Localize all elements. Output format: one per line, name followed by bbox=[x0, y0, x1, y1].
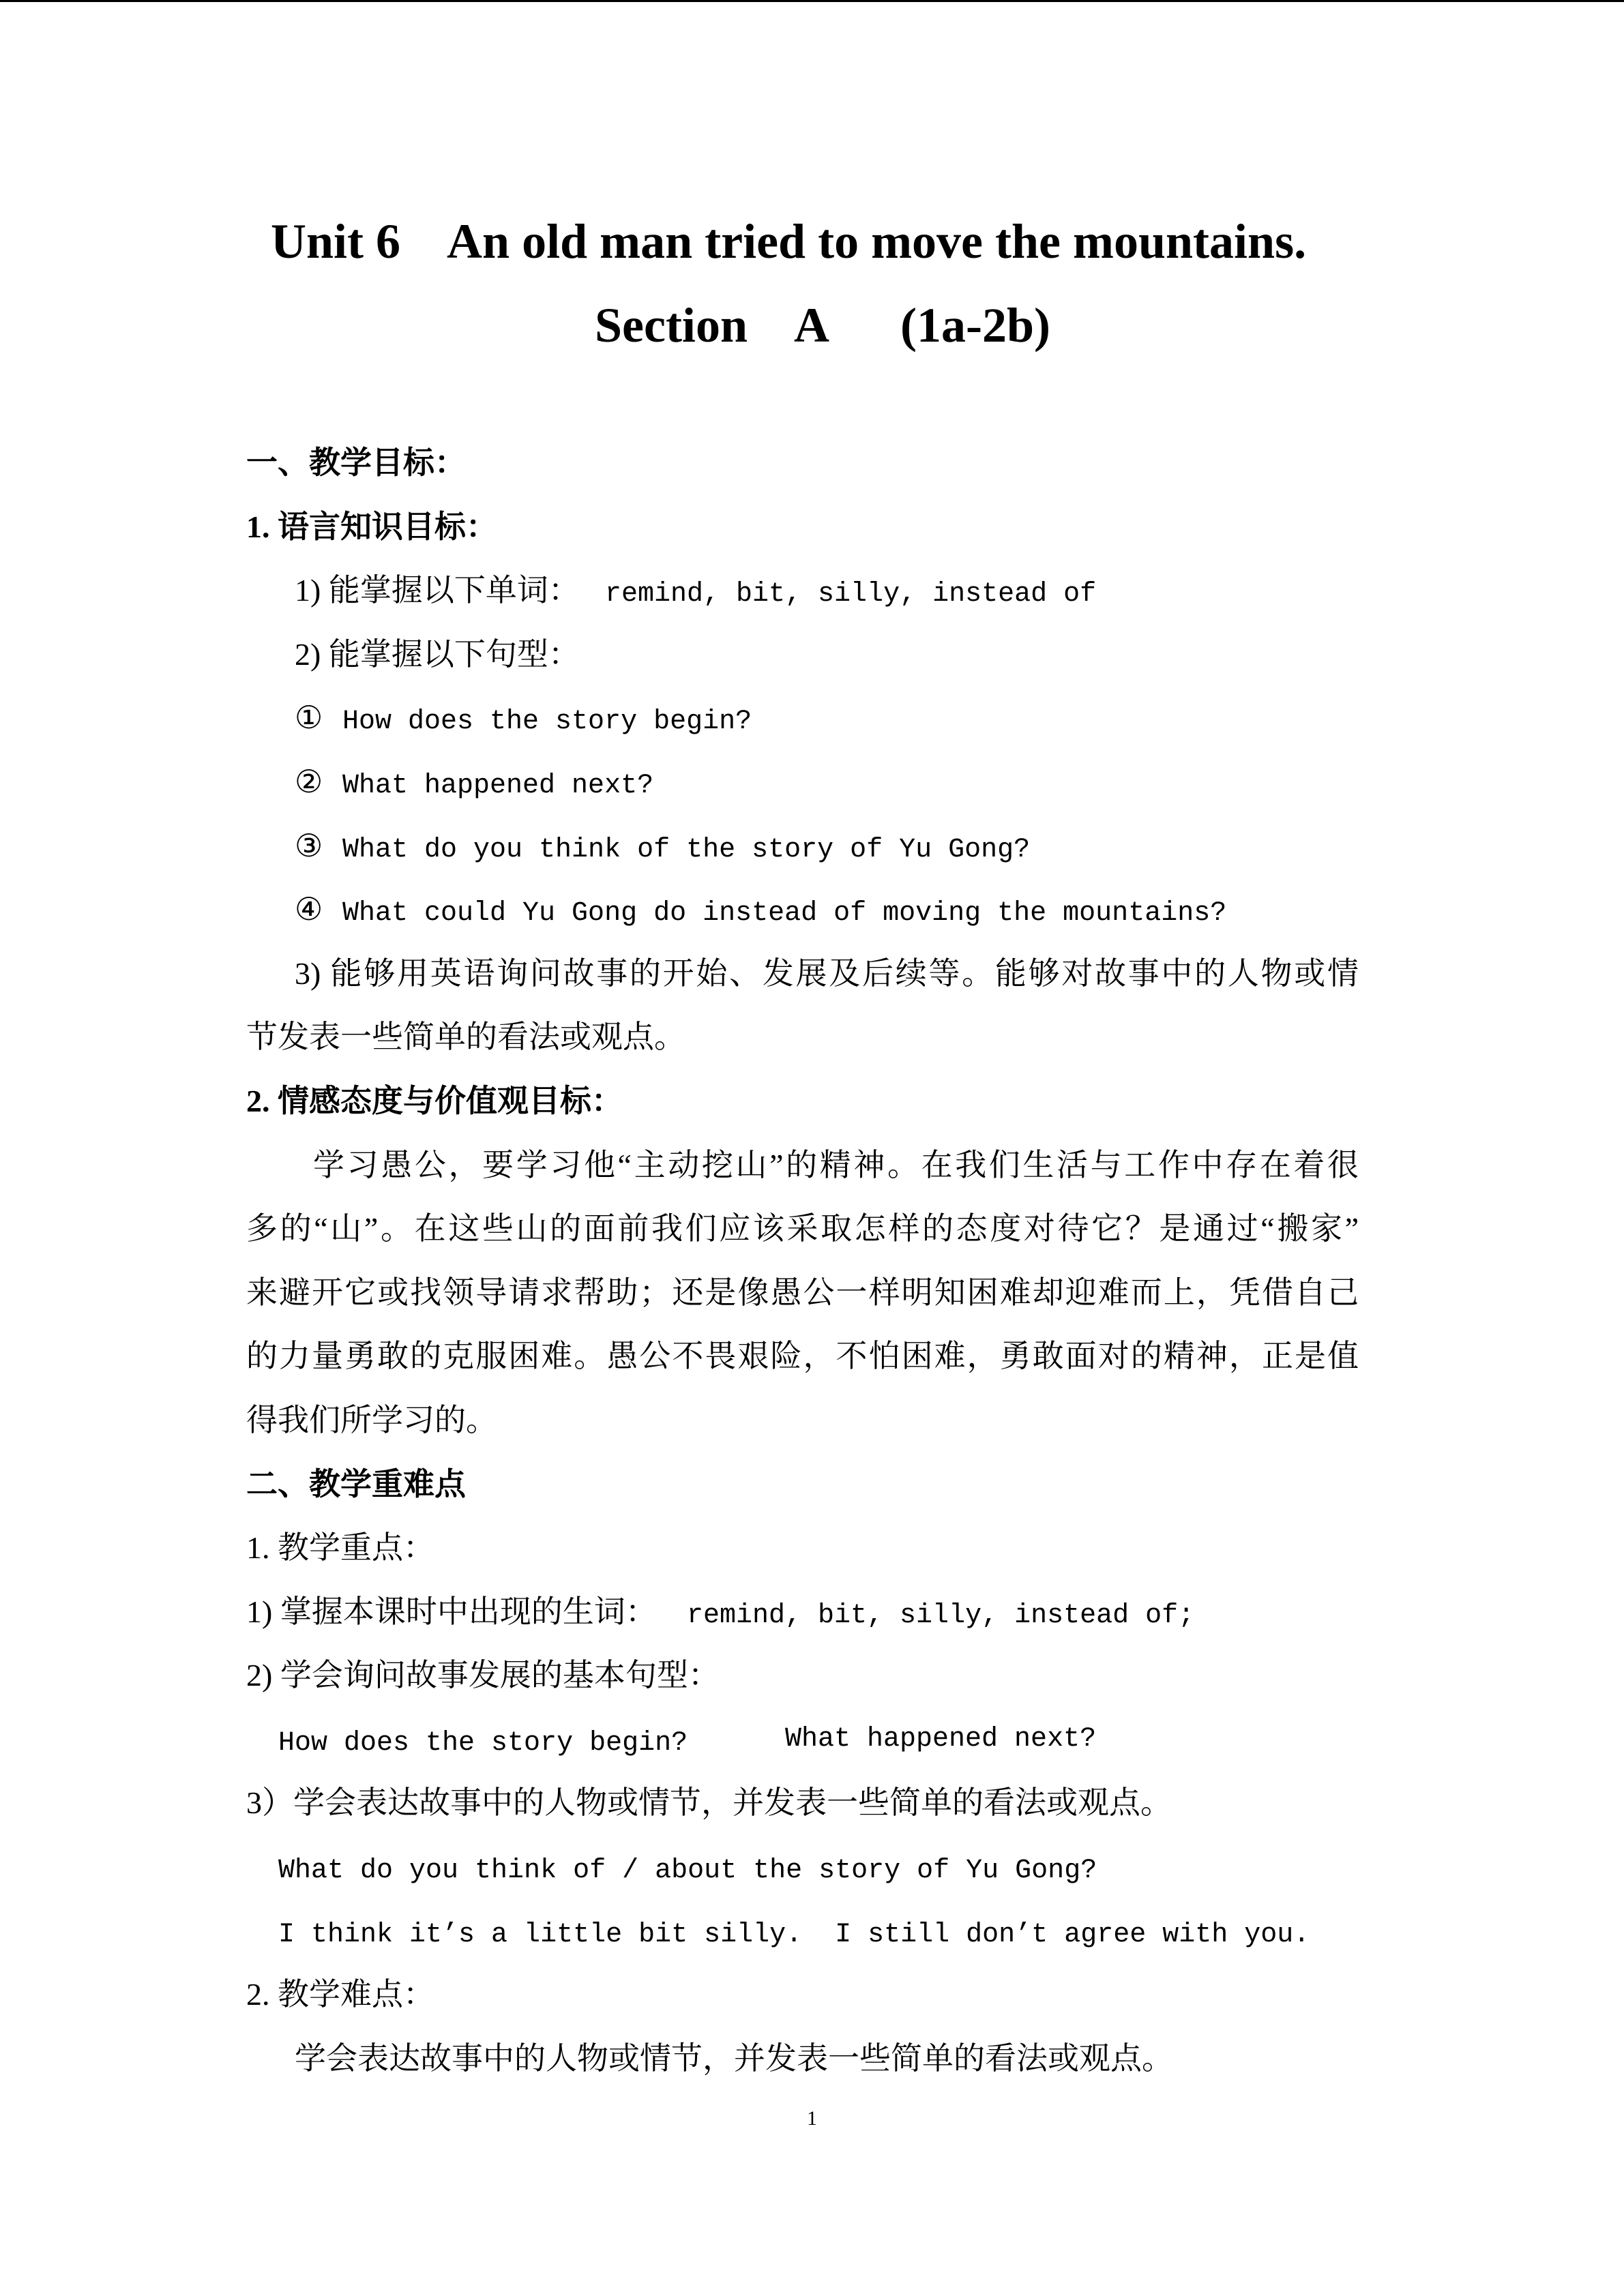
sentence-pattern-item bbox=[0, 750, 1359, 814]
section-heading-key-points: 二、教学重难点 bbox=[246, 1466, 466, 1502]
ability-goal-line: 3) 能够用英语询问故事的开始、发展及后续等。能够对故事中的人物或情 bbox=[295, 955, 1359, 991]
emotion-paragraph-line: 多的“山”。在这些山的面前我们应该采取怎样的态度对待它？是通过“搬家” bbox=[246, 1211, 1359, 1247]
item-text: What could Yu Gong do instead of moving the mountains? bbox=[342, 898, 1227, 929]
sentence-pattern-item bbox=[0, 814, 1359, 878]
item-text: What do you think of the story of Yu Gong? bbox=[342, 834, 1031, 865]
emotion-paragraph-line: 得我们所学习的。 bbox=[246, 1402, 497, 1437]
opinion-answer: I think it’s a little bit silly. I still don’t agree with you. bbox=[278, 1919, 1310, 1950]
ability-goal-line: 节发表一些简单的看法或观点。 bbox=[246, 1019, 685, 1055]
focus-vocab-words: remind, bit, silly, instead of; bbox=[687, 1600, 1195, 1631]
page-top-border bbox=[0, 0, 1624, 2]
emotion-paragraph-line: 来避开它或找领导请求帮助；还是像愚公一样明知困难却迎难而上，凭借自己 bbox=[246, 1274, 1359, 1310]
focus-vocab-line bbox=[0, 1580, 1359, 1644]
document-subtitle: Section A (1a-2b) bbox=[595, 298, 1051, 353]
emotion-paragraph-line: 学习愚公，要学习他“主动挖山”的精神。在我们生活与工作中存在着很 bbox=[313, 1147, 1359, 1182]
sentence-pattern-item bbox=[0, 686, 1359, 750]
document-title: Unit 6 An old man tried to move the mountains. bbox=[271, 214, 1307, 269]
sentence-pattern-item bbox=[0, 878, 1359, 942]
item-number: ③ bbox=[295, 828, 323, 863]
vocab-label: 1) 能掌握以下单词： bbox=[295, 573, 580, 608]
subheading-focus: 1. 教学重点： bbox=[246, 1530, 434, 1566]
vocab-words: remind, bit, silly, instead of bbox=[605, 579, 1097, 610]
vocab-line bbox=[0, 558, 1359, 623]
document-body bbox=[0, 431, 1624, 2090]
item-number: ② bbox=[295, 764, 323, 799]
emotion-paragraph-line: 的力量勇敢的克服困难。愚公不畏艰险，不怕困难，勇敢面对的精神，正是值 bbox=[246, 1339, 1359, 1374]
question-begin: How does the story begin? bbox=[278, 1727, 688, 1759]
opinion-question-line bbox=[0, 1835, 1359, 1899]
focus-questions-line bbox=[0, 1708, 1359, 1772]
focus-vocab-label: 1) 掌握本课时中出现的生词： bbox=[246, 1594, 657, 1629]
section-heading-objectives: 一、教学目标： bbox=[246, 445, 466, 480]
difficulty-text: 学会表达故事中的人物或情节，并发表一些简单的看法或观点。 bbox=[295, 2040, 1173, 2076]
subheading-emotion-goals: 2. 情感态度与价值观目标： bbox=[246, 1083, 623, 1118]
subheading-language-goals: 1. 语言知识目标： bbox=[246, 509, 497, 544]
focus-opinion-label: 3）学会表达故事中的人物或情节，并发表一些简单的看法或观点。 bbox=[246, 1785, 1172, 1821]
item-number: ① bbox=[295, 700, 323, 736]
opinion-question: What do you think of / about the story of Yu Gong? bbox=[278, 1855, 1097, 1887]
opinion-answer-line bbox=[0, 1899, 1359, 1963]
item-text: What happened next? bbox=[342, 770, 654, 801]
focus-questions-label: 2) 学会询问故事发展的基本句型： bbox=[246, 1658, 720, 1693]
question-next: What happened next? bbox=[785, 1723, 1097, 1755]
page-number: 1 bbox=[807, 2107, 817, 2130]
subheading-difficulty: 2. 教学难点： bbox=[246, 1977, 434, 2012]
sentence-patterns-label: 2) 能掌握以下句型： bbox=[295, 636, 580, 672]
item-number: ④ bbox=[295, 892, 323, 927]
item-text: How does the story begin? bbox=[342, 706, 752, 738]
